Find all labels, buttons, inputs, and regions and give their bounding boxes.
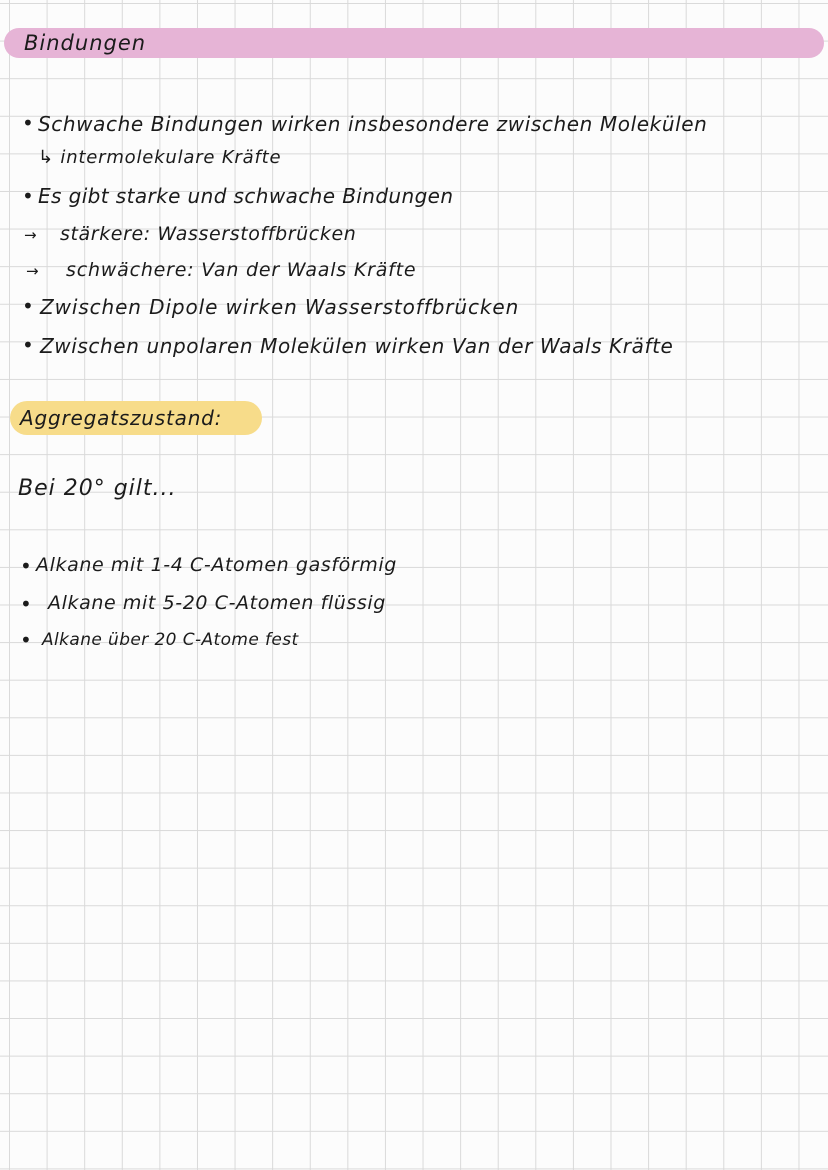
arrow-1: → <box>24 226 37 244</box>
bullet-3: • <box>22 294 34 318</box>
note-line-3: Es gibt starke und schwache Bindungen <box>38 184 454 208</box>
bullet-1: • <box>22 111 34 135</box>
page-title: Bindungen <box>24 31 147 55</box>
note-line-4: stärkere: Wasserstoffbrücken <box>60 223 357 245</box>
bullet-6: • <box>20 592 32 616</box>
bullet-5: • <box>20 554 32 578</box>
note-line-2: ↳ intermolekulare Kräfte <box>38 147 282 168</box>
note-line-1: Schwache Bindungen wirken insbesondere zwischen Molekülen <box>38 112 708 136</box>
note-line-6: Zwischen Dipole wirken Wasserstoffbrücken <box>40 295 520 319</box>
section-heading: Aggregatszustand: <box>20 406 223 430</box>
note-line-7: Zwischen unpolaren Molekülen wirken Van der Waals Kräfte <box>40 334 674 358</box>
bullet-7: • <box>20 628 32 652</box>
bullet-2: • <box>22 184 34 208</box>
note-line-5: schwächere: Van der Waals Kräfte <box>66 259 417 281</box>
arrow-2: → <box>26 262 39 280</box>
state-line-3: Alkane über 20 C-Atome fest <box>42 630 299 650</box>
condition-line: Bei 20° gilt... <box>18 476 177 501</box>
state-line-2: Alkane mit 5-20 C-Atomen flüssig <box>48 592 386 614</box>
bullet-4: • <box>22 333 34 357</box>
state-line-1: Alkane mit 1-4 C-Atomen gasförmig <box>36 554 397 576</box>
